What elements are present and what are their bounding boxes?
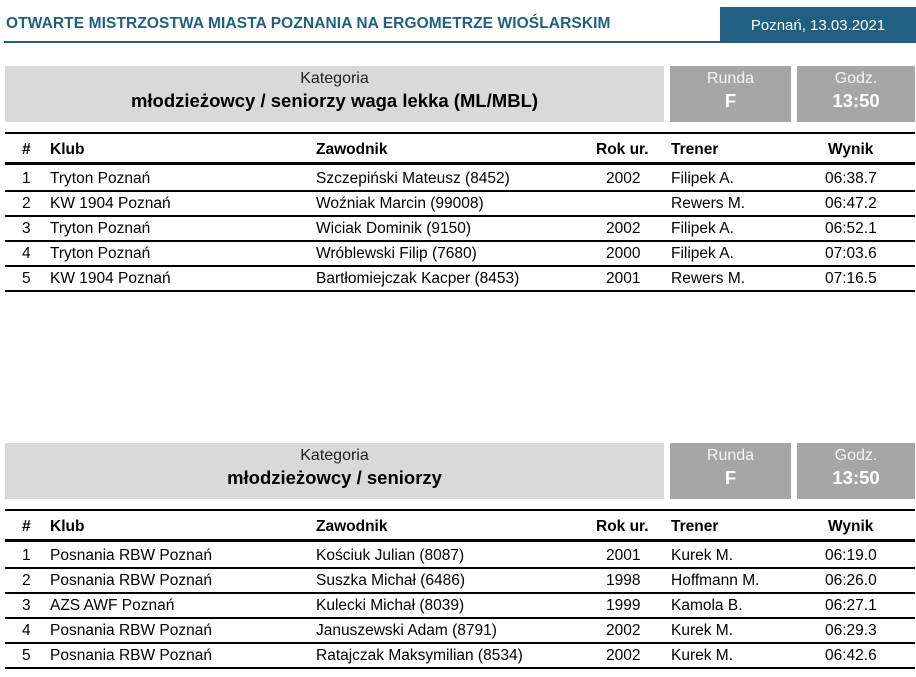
round-label: Runda [706,447,755,464]
place: 1 [22,547,31,564]
time-box [797,66,915,122]
result: 06:29.3 [825,622,877,639]
col-num-header: # [22,141,31,158]
page-header [4,7,916,43]
birth-year: 1998 [606,572,641,589]
table-row [5,267,915,292]
table-header [5,509,915,542]
birth-year: 2002 [606,170,641,187]
result: 06:26.0 [825,572,877,589]
coach: Filipek A. [671,245,734,262]
athlete: Januszewski Adam (8791) [316,622,497,639]
athlete: Ratajczak Maksymilian (8534) [316,647,523,664]
col-year-header: Rok ur. [596,518,649,535]
place: 3 [22,597,31,614]
coach: Rewers M. [671,270,746,287]
col-club-header: Klub [50,141,85,158]
place: 1 [22,170,31,187]
results-section-1 [5,66,915,287]
result: 06:47.2 [825,195,877,212]
club: Posnania RBW Poznań [50,547,212,564]
athlete: Szczepiński Mateusz (8452) [316,170,510,187]
athlete: Kościuk Julian (8087) [316,547,465,564]
time-label: Godz. [834,70,878,87]
club: Posnania RBW Poznań [50,572,212,589]
result: 07:03.6 [825,245,877,262]
place: 4 [22,622,31,639]
time-value: 13:50 [832,467,880,488]
table-row [5,217,915,242]
birth-year: 2000 [606,245,641,262]
coach: Filipek A. [671,220,734,237]
coach: Kurek M. [671,647,734,664]
birth-year: 2002 [606,647,641,664]
round-value: F [724,467,737,488]
birth-year: 1999 [606,597,641,614]
result: 06:27.1 [825,597,877,614]
club: AZS AWF Poznań [50,597,175,614]
club: KW 1904 Poznań [50,195,171,212]
birth-year: 2002 [606,220,641,237]
birth-year: 2001 [606,547,641,564]
coach: Filipek A. [671,170,734,187]
result: 06:52.1 [825,220,877,237]
club: Tryton Poznań [50,170,151,187]
table-row [5,644,915,669]
club: Tryton Poznań [50,245,151,262]
col-coach-header: Trener [671,518,719,535]
table-row [5,192,915,217]
club: Tryton Poznań [50,220,151,237]
category-box [5,443,664,499]
event-title: OTWARTE MISTRZOSTWA MIASTA POZNANIA NA ERGOMETRZE WIOŚLARSKIM [6,15,611,32]
col-result-header: Wynik [828,141,874,158]
round-value: F [724,90,737,111]
birth-year: 2001 [606,270,641,287]
time-box [797,443,915,499]
athlete: Suszka Michał (6486) [316,572,466,589]
club: Posnania RBW Poznań [50,622,212,639]
place: 3 [22,220,31,237]
category-box [5,66,664,122]
event-date: Poznań, 13.03.2021 [720,7,916,43]
athlete: Wróblewski Filip (7680) [316,245,477,262]
round-label: Runda [706,70,755,87]
time-value: 13:50 [832,90,880,111]
coach: Hoffmann M. [671,572,760,589]
table-header [5,132,915,165]
col-club-header: Klub [50,518,85,535]
result: 06:42.6 [825,647,877,664]
result: 06:19.0 [825,547,877,564]
result: 07:16.5 [825,270,877,287]
place: 2 [22,195,31,212]
athlete: Bartłomiejczak Kacper (8453) [316,270,520,287]
category-name: młodzieżowcy / seniorzy waga lekka (ML/MBL) [130,90,539,111]
table-row [5,242,915,267]
round-box [670,443,791,499]
col-result-header: Wynik [828,518,874,535]
table-row [5,594,915,619]
club: Posnania RBW Poznań [50,647,212,664]
col-year-header: Rok ur. [596,141,649,158]
result: 06:38.7 [825,170,877,187]
coach: Kurek M. [671,547,734,564]
birth-year: 2002 [606,622,641,639]
coach: Kamola B. [671,597,743,614]
round-box [670,66,791,122]
category-header [5,443,915,499]
results-table-body [5,544,915,669]
athlete: Woźniak Marcin (99008) [316,195,484,212]
col-athlete-header: Zawodnik [316,141,388,158]
time-label: Godz. [834,447,878,464]
category-header [5,66,915,122]
category-label: Kategoria [300,447,369,464]
col-num-header: # [22,518,31,535]
coach: Kurek M. [671,622,734,639]
club: KW 1904 Poznań [50,270,171,287]
table-row [5,619,915,644]
coach: Rewers M. [671,195,746,212]
table-row [5,167,915,192]
col-athlete-header: Zawodnik [316,518,388,535]
category-name: młodzieżowcy / seniorzy [227,467,442,488]
table-row [5,569,915,594]
place: 5 [22,647,31,664]
results-section-2 [5,443,915,664]
athlete: Wiciak Dominik (9150) [316,220,472,237]
place: 4 [22,245,31,262]
results-table-body [5,167,915,292]
category-label: Kategoria [300,70,369,87]
place: 2 [22,572,31,589]
place: 5 [22,270,31,287]
table-row [5,544,915,569]
col-coach-header: Trener [671,141,719,158]
athlete: Kulecki Michał (8039) [316,597,465,614]
